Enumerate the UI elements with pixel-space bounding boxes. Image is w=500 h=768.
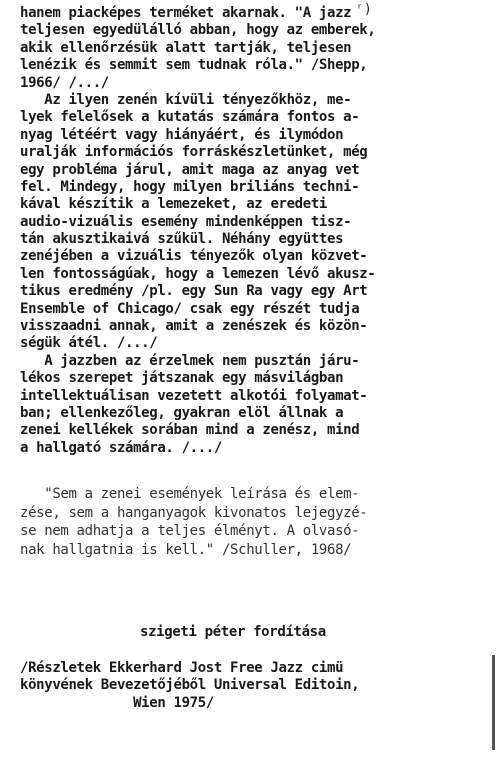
text-line: teljesen egyedülálló abban, hogy az emberek, [20,22,376,39]
translator-credit [20,624,490,641]
quote-line: se nem adhatja a teljes élményt. A olvasó- [20,523,360,540]
text-line: a hallgató számára. /.../ [20,439,222,456]
corner-mark: ʳ) [356,2,372,17]
text-line: len fontosságúak, hogy a lemezen lévő akusz- [20,265,376,282]
citation-line: könyvének Bevezetőjéből Universal Editoin, [20,677,360,694]
text-line: fel. Mindegy, hogy milyen briliáns techni- [20,178,360,195]
text-line: 1966/ /.../ [20,74,109,91]
text-line: visszaadni annak, amit a zenészek és közön- [20,318,368,335]
text-line: lékos szerepet játszanak egy másvilágban [20,370,344,387]
text-line: Az ilyen zenén kívüli tényezőkhöz, me- [20,91,352,108]
text-line: lenézik és semmit sem tudnak róla." /Shepp, [20,57,368,74]
text-line: lyek felelősek a kutatás számára fontos a- [20,109,360,126]
main-paragraph [20,5,490,457]
text-line: ban; ellenkezőleg, gyakran elöl állnak a [20,404,344,421]
text-line: tikus eredmény /pl. egy Sun Ra vagy egy Art [20,283,368,300]
text-line: zenei kellékek sorában mind a zenész, mind [20,422,360,439]
text-line: audio-vizuális esemény mindenképpen tisz- [20,213,352,230]
text-line: egy probléma járul, amit maga az anyag vet [20,161,360,178]
quote-paragraph [20,485,490,559]
citation-line: /Részletek Ekkerhard Jost Free Jazz cimü [20,660,344,676]
text-line: kával készítik a lemezeket, az eredeti [20,196,327,213]
text-line: akik ellenőrzésük alatt tartják, teljesen [20,39,352,56]
quote-line: "Sem a zenei események leírása és elem- [20,486,360,502]
text-line: intellektuálisan vezetett alkotói folyamat- [20,387,368,404]
text-line: hanem piacképes terméket akarnak. "A jazz [20,5,352,21]
quote-line: zése, sem a hanganyagok kivonatos lejegyzé- [20,504,368,521]
text-line: nyag létéért vagy hiányáért, és ilymódon [20,126,344,143]
translator-line: szigeti péter fordítása [140,624,326,640]
text-line: tán akusztikaivá szűkül. Néhány együttes [20,231,344,248]
text-line: zenéjében a vizuális tényezők olyan közvet- [20,248,368,265]
text-line: ségük átél. /.../ [20,335,158,352]
text-line: uralják információs forráskészletünket, még [20,144,368,161]
source-citation [20,660,490,712]
citation-line: Wien 1975/ [20,694,214,711]
text-line: A jazzben az érzelmek nem pusztán járu- [20,352,360,369]
quote-line: nak hallgatnia is kell." /Schuller, 1968/ [20,541,352,558]
text-line: Ensemble of Chicago/ csak egy részét tudja [20,300,360,317]
page-edge-shadow [492,655,495,750]
